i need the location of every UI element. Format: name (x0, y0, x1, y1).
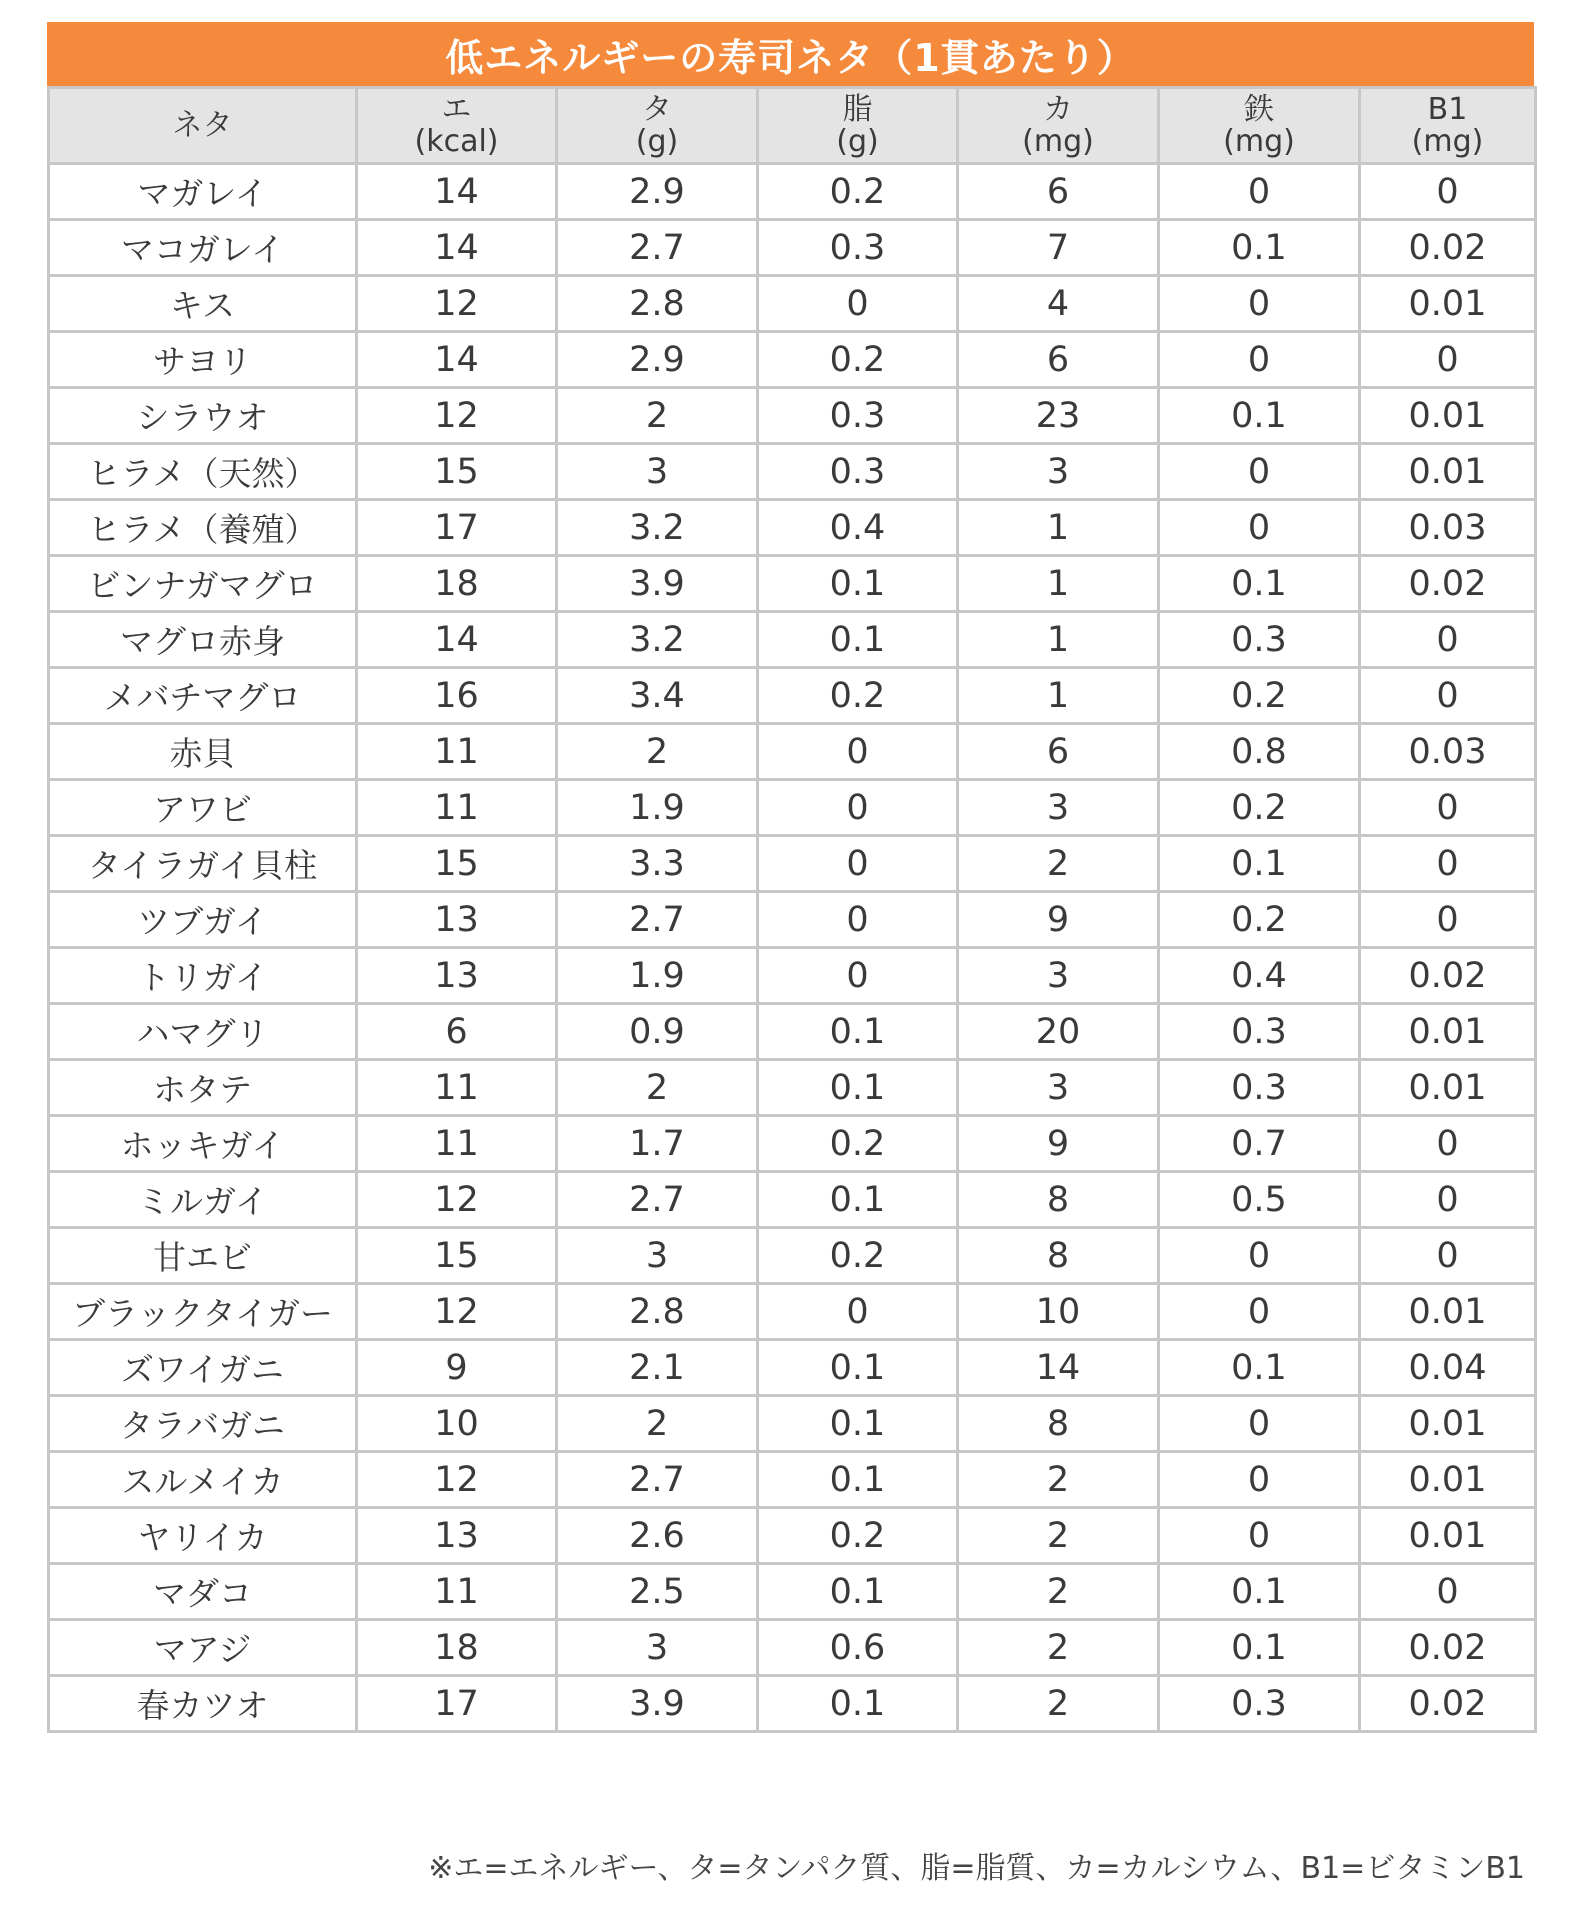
table-row (49, 1396, 1536, 1452)
fat-cell: 0.1 (758, 1340, 958, 1396)
neta-name-cell: ズワイガニ (49, 1340, 357, 1396)
nutrition-table (47, 86, 1537, 1733)
calcium-cell: 6 (958, 724, 1159, 780)
table-row (49, 444, 1536, 500)
neta-name-cell: キス (49, 276, 357, 332)
fat-cell: 0 (758, 1284, 958, 1340)
protein-cell: 3.4 (557, 668, 758, 724)
fat-cell: 0.4 (758, 500, 958, 556)
energy-cell: 14 (357, 164, 557, 220)
iron-cell: 0.1 (1159, 1340, 1360, 1396)
energy-cell: 12 (357, 1284, 557, 1340)
vitamin-b1-cell: 0 (1360, 1228, 1536, 1284)
iron-cell: 0.8 (1159, 724, 1360, 780)
fat-cell: 0.1 (758, 1060, 958, 1116)
protein-cell: 2 (557, 1060, 758, 1116)
calcium-cell: 2 (958, 1564, 1159, 1620)
header-label: エ (441, 91, 472, 127)
vitamin-b1-cell: 0.01 (1360, 276, 1536, 332)
protein-cell: 2.9 (557, 332, 758, 388)
footnote: ※エ=エネルギー、タ=タンパク質、脂=脂質、カ=カルシウム、B1=ビタミンB1 (428, 1851, 1525, 1886)
protein-cell: 3.2 (557, 612, 758, 668)
vitamin-b1-cell: 0.01 (1360, 1060, 1536, 1116)
fat-cell: 0.2 (758, 668, 958, 724)
protein-cell: 2.7 (557, 220, 758, 276)
fat-cell: 0.1 (758, 1452, 958, 1508)
vitamin-b1-cell: 0 (1360, 780, 1536, 836)
vitamin-b1-cell: 0.01 (1360, 388, 1536, 444)
fat-cell: 0.1 (758, 556, 958, 612)
fat-cell: 0.1 (758, 1004, 958, 1060)
calcium-cell: 2 (958, 1508, 1159, 1564)
neta-name-cell: ミルガイ (49, 1172, 357, 1228)
table-row (49, 1676, 1536, 1732)
neta-name-cell: 甘エビ (49, 1228, 357, 1284)
table-row (49, 1620, 1536, 1676)
neta-name-cell: タイラガイ貝柱 (49, 836, 357, 892)
fat-cell: 0.1 (758, 612, 958, 668)
neta-name-cell: マグロ赤身 (49, 612, 357, 668)
iron-cell: 0.7 (1159, 1116, 1360, 1172)
neta-name-cell: サヨリ (49, 332, 357, 388)
table-row (49, 388, 1536, 444)
neta-name-cell: マダコ (49, 1564, 357, 1620)
fat-cell: 0.3 (758, 220, 958, 276)
energy-cell: 17 (357, 500, 557, 556)
iron-cell: 0.3 (1159, 1676, 1360, 1732)
vitamin-b1-cell: 0.02 (1360, 1620, 1536, 1676)
neta-name-cell: マガレイ (49, 164, 357, 220)
calcium-cell: 2 (958, 1620, 1159, 1676)
protein-cell: 2.6 (557, 1508, 758, 1564)
iron-cell: 0.3 (1159, 612, 1360, 668)
calcium-cell: 8 (958, 1172, 1159, 1228)
protein-cell: 2.5 (557, 1564, 758, 1620)
energy-cell: 11 (357, 724, 557, 780)
vitamin-b1-cell: 0.02 (1360, 1676, 1536, 1732)
table-body (49, 164, 1536, 1732)
table-row (49, 836, 1536, 892)
protein-cell: 3.3 (557, 836, 758, 892)
protein-cell: 2.1 (557, 1340, 758, 1396)
calcium-cell: 9 (958, 892, 1159, 948)
header-label: 鉄 (1244, 91, 1274, 127)
fat-cell: 0 (758, 276, 958, 332)
fat-cell: 0.6 (758, 1620, 958, 1676)
protein-cell: 1.9 (557, 948, 758, 1004)
fat-cell: 0 (758, 724, 958, 780)
iron-cell: 0.3 (1159, 1060, 1360, 1116)
vitamin-b1-cell: 0.02 (1360, 220, 1536, 276)
iron-cell: 0.1 (1159, 388, 1360, 444)
table-row (49, 1508, 1536, 1564)
header-energy (357, 88, 557, 164)
calcium-cell: 2 (958, 1676, 1159, 1732)
fat-cell: 0 (758, 892, 958, 948)
vitamin-b1-cell: 0.02 (1360, 948, 1536, 1004)
calcium-cell: 3 (958, 444, 1159, 500)
calcium-cell: 8 (958, 1396, 1159, 1452)
protein-cell: 3 (557, 1620, 758, 1676)
calcium-cell: 1 (958, 612, 1159, 668)
neta-name-cell: アワビ (49, 780, 357, 836)
table-row (49, 1172, 1536, 1228)
energy-cell: 17 (357, 1676, 557, 1732)
calcium-cell: 8 (958, 1228, 1159, 1284)
header-unit: (mg) (1223, 123, 1295, 159)
vitamin-b1-cell: 0 (1360, 612, 1536, 668)
neta-name-cell: 赤貝 (49, 724, 357, 780)
table-row (49, 892, 1536, 948)
iron-cell: 0 (1159, 1396, 1360, 1452)
protein-cell: 2.7 (557, 892, 758, 948)
header-protein (557, 88, 758, 164)
vitamin-b1-cell: 0.03 (1360, 500, 1536, 556)
table-row (49, 1004, 1536, 1060)
protein-cell: 2 (557, 1396, 758, 1452)
energy-cell: 12 (357, 388, 557, 444)
protein-cell: 3.2 (557, 500, 758, 556)
calcium-cell: 20 (958, 1004, 1159, 1060)
energy-cell: 16 (357, 668, 557, 724)
iron-cell: 0 (1159, 1452, 1360, 1508)
neta-name-cell: タラバガニ (49, 1396, 357, 1452)
iron-cell: 0.5 (1159, 1172, 1360, 1228)
header-vitamin-b1 (1360, 88, 1536, 164)
neta-name-cell: スルメイカ (49, 1452, 357, 1508)
header-label: 脂 (842, 91, 873, 127)
header-unit: (mg) (1022, 123, 1094, 159)
neta-name-cell: ホタテ (49, 1060, 357, 1116)
header-label: B1 (1427, 91, 1468, 127)
energy-cell: 18 (357, 1620, 557, 1676)
fat-cell: 0.2 (758, 1228, 958, 1284)
vitamin-b1-cell: 0.03 (1360, 724, 1536, 780)
energy-cell: 11 (357, 1060, 557, 1116)
energy-cell: 13 (357, 948, 557, 1004)
fat-cell: 0.2 (758, 1508, 958, 1564)
header-unit: (mg) (1411, 123, 1484, 159)
calcium-cell: 10 (958, 1284, 1159, 1340)
vitamin-b1-cell: 0 (1360, 1116, 1536, 1172)
vitamin-b1-cell: 0.04 (1360, 1340, 1536, 1396)
energy-cell: 11 (357, 1564, 557, 1620)
neta-name-cell: メバチマグロ (49, 668, 357, 724)
energy-cell: 6 (357, 1004, 557, 1060)
neta-name-cell: ヒラメ（養殖） (49, 500, 357, 556)
nutrition-table-container (47, 22, 1534, 1733)
calcium-cell: 1 (958, 556, 1159, 612)
fat-cell: 0.1 (758, 1396, 958, 1452)
energy-cell: 11 (357, 1116, 557, 1172)
iron-cell: 0 (1159, 1508, 1360, 1564)
energy-cell: 12 (357, 1172, 557, 1228)
calcium-cell: 2 (958, 1452, 1159, 1508)
table-row (49, 276, 1536, 332)
vitamin-b1-cell: 0.02 (1360, 556, 1536, 612)
table-row (49, 1060, 1536, 1116)
neta-name-cell: ブラックタイガー (49, 1284, 357, 1340)
fat-cell: 0.3 (758, 388, 958, 444)
table-row (49, 1452, 1536, 1508)
calcium-cell: 6 (958, 332, 1159, 388)
neta-name-cell: ヤリイカ (49, 1508, 357, 1564)
fat-cell: 0 (758, 948, 958, 1004)
header-iron (1159, 88, 1360, 164)
table-title: 低エネルギーの寿司ネタ（1貫あたり） (47, 22, 1534, 86)
table-row (49, 556, 1536, 612)
vitamin-b1-cell: 0 (1360, 332, 1536, 388)
iron-cell: 0 (1159, 332, 1360, 388)
protein-cell: 0.9 (557, 1004, 758, 1060)
vitamin-b1-cell: 0.01 (1360, 1452, 1536, 1508)
calcium-cell: 23 (958, 388, 1159, 444)
neta-name-cell: シラウオ (49, 388, 357, 444)
header-neta (49, 88, 357, 164)
protein-cell: 3.9 (557, 556, 758, 612)
calcium-cell: 3 (958, 948, 1159, 1004)
vitamin-b1-cell: 0.01 (1360, 1004, 1536, 1060)
header-label: ネタ (172, 107, 233, 143)
neta-name-cell: マアジ (49, 1620, 357, 1676)
iron-cell: 0 (1159, 1228, 1360, 1284)
protein-cell: 1.9 (557, 780, 758, 836)
iron-cell: 0.2 (1159, 780, 1360, 836)
fat-cell: 0 (758, 836, 958, 892)
vitamin-b1-cell: 0 (1360, 668, 1536, 724)
table-row (49, 1564, 1536, 1620)
iron-cell: 0 (1159, 444, 1360, 500)
energy-cell: 14 (357, 332, 557, 388)
table-row (49, 1116, 1536, 1172)
calcium-cell: 3 (958, 1060, 1159, 1116)
vitamin-b1-cell: 0 (1360, 1564, 1536, 1620)
iron-cell: 0 (1159, 164, 1360, 220)
vitamin-b1-cell: 0 (1360, 164, 1536, 220)
energy-cell: 15 (357, 1228, 557, 1284)
neta-name-cell: ハマグリ (49, 1004, 357, 1060)
fat-cell: 0.1 (758, 1564, 958, 1620)
neta-name-cell: ホッキガイ (49, 1116, 357, 1172)
iron-cell: 0.1 (1159, 1564, 1360, 1620)
energy-cell: 11 (357, 780, 557, 836)
iron-cell: 0.1 (1159, 836, 1360, 892)
table-row (49, 724, 1536, 780)
iron-cell: 0.2 (1159, 668, 1360, 724)
fat-cell: 0.2 (758, 332, 958, 388)
calcium-cell: 2 (958, 836, 1159, 892)
calcium-cell: 1 (958, 500, 1159, 556)
header-unit: (g) (635, 123, 679, 159)
protein-cell: 1.7 (557, 1116, 758, 1172)
iron-cell: 0.4 (1159, 948, 1360, 1004)
protein-cell: 2 (557, 724, 758, 780)
table-row (49, 948, 1536, 1004)
fat-cell: 0.3 (758, 444, 958, 500)
energy-cell: 13 (357, 1508, 557, 1564)
table-header (49, 88, 1536, 164)
neta-name-cell: 春カツオ (49, 1676, 357, 1732)
table-row (49, 668, 1536, 724)
header-row (49, 88, 1536, 164)
protein-cell: 2.7 (557, 1452, 758, 1508)
fat-cell: 0.2 (758, 164, 958, 220)
iron-cell: 0.1 (1159, 220, 1360, 276)
energy-cell: 14 (357, 612, 557, 668)
energy-cell: 15 (357, 444, 557, 500)
table-row (49, 780, 1536, 836)
header-calcium (958, 88, 1159, 164)
calcium-cell: 4 (958, 276, 1159, 332)
table-row (49, 1228, 1536, 1284)
calcium-cell: 7 (958, 220, 1159, 276)
protein-cell: 2.8 (557, 276, 758, 332)
table-row (49, 612, 1536, 668)
protein-cell: 3 (557, 1228, 758, 1284)
table-row (49, 500, 1536, 556)
energy-cell: 12 (357, 1452, 557, 1508)
header-unit: (kcal) (414, 123, 499, 159)
neta-name-cell: トリガイ (49, 948, 357, 1004)
table-row (49, 164, 1536, 220)
calcium-cell: 6 (958, 164, 1159, 220)
header-label: タ (642, 91, 672, 127)
iron-cell: 0.1 (1159, 556, 1360, 612)
vitamin-b1-cell: 0 (1360, 1172, 1536, 1228)
iron-cell: 0.3 (1159, 1004, 1360, 1060)
energy-cell: 13 (357, 892, 557, 948)
calcium-cell: 3 (958, 780, 1159, 836)
energy-cell: 12 (357, 276, 557, 332)
vitamin-b1-cell: 0.01 (1360, 1284, 1536, 1340)
protein-cell: 2.7 (557, 1172, 758, 1228)
fat-cell: 0.1 (758, 1172, 958, 1228)
fat-cell: 0.2 (758, 1116, 958, 1172)
vitamin-b1-cell: 0 (1360, 892, 1536, 948)
energy-cell: 14 (357, 220, 557, 276)
iron-cell: 0 (1159, 1284, 1360, 1340)
neta-name-cell: マコガレイ (49, 220, 357, 276)
header-fat (758, 88, 958, 164)
header-unit: (g) (836, 123, 879, 159)
table-row (49, 220, 1536, 276)
table-row (49, 332, 1536, 388)
fat-cell: 0 (758, 780, 958, 836)
vitamin-b1-cell: 0.01 (1360, 1508, 1536, 1564)
neta-name-cell: ビンナガマグロ (49, 556, 357, 612)
protein-cell: 2.8 (557, 1284, 758, 1340)
table-row (49, 1340, 1536, 1396)
iron-cell: 0 (1159, 276, 1360, 332)
calcium-cell: 14 (958, 1340, 1159, 1396)
protein-cell: 3.9 (557, 1676, 758, 1732)
iron-cell: 0.2 (1159, 892, 1360, 948)
table-row (49, 1284, 1536, 1340)
vitamin-b1-cell: 0.01 (1360, 1396, 1536, 1452)
header-label: カ (1043, 91, 1073, 127)
calcium-cell: 9 (958, 1116, 1159, 1172)
iron-cell: 0.1 (1159, 1620, 1360, 1676)
vitamin-b1-cell: 0 (1360, 836, 1536, 892)
neta-name-cell: ツブガイ (49, 892, 357, 948)
energy-cell: 15 (357, 836, 557, 892)
protein-cell: 3 (557, 444, 758, 500)
vitamin-b1-cell: 0.01 (1360, 444, 1536, 500)
fat-cell: 0.1 (758, 1676, 958, 1732)
protein-cell: 2.9 (557, 164, 758, 220)
iron-cell: 0 (1159, 500, 1360, 556)
neta-name-cell: ヒラメ（天然） (49, 444, 357, 500)
protein-cell: 2 (557, 388, 758, 444)
energy-cell: 10 (357, 1396, 557, 1452)
calcium-cell: 1 (958, 668, 1159, 724)
energy-cell: 9 (357, 1340, 557, 1396)
energy-cell: 18 (357, 556, 557, 612)
